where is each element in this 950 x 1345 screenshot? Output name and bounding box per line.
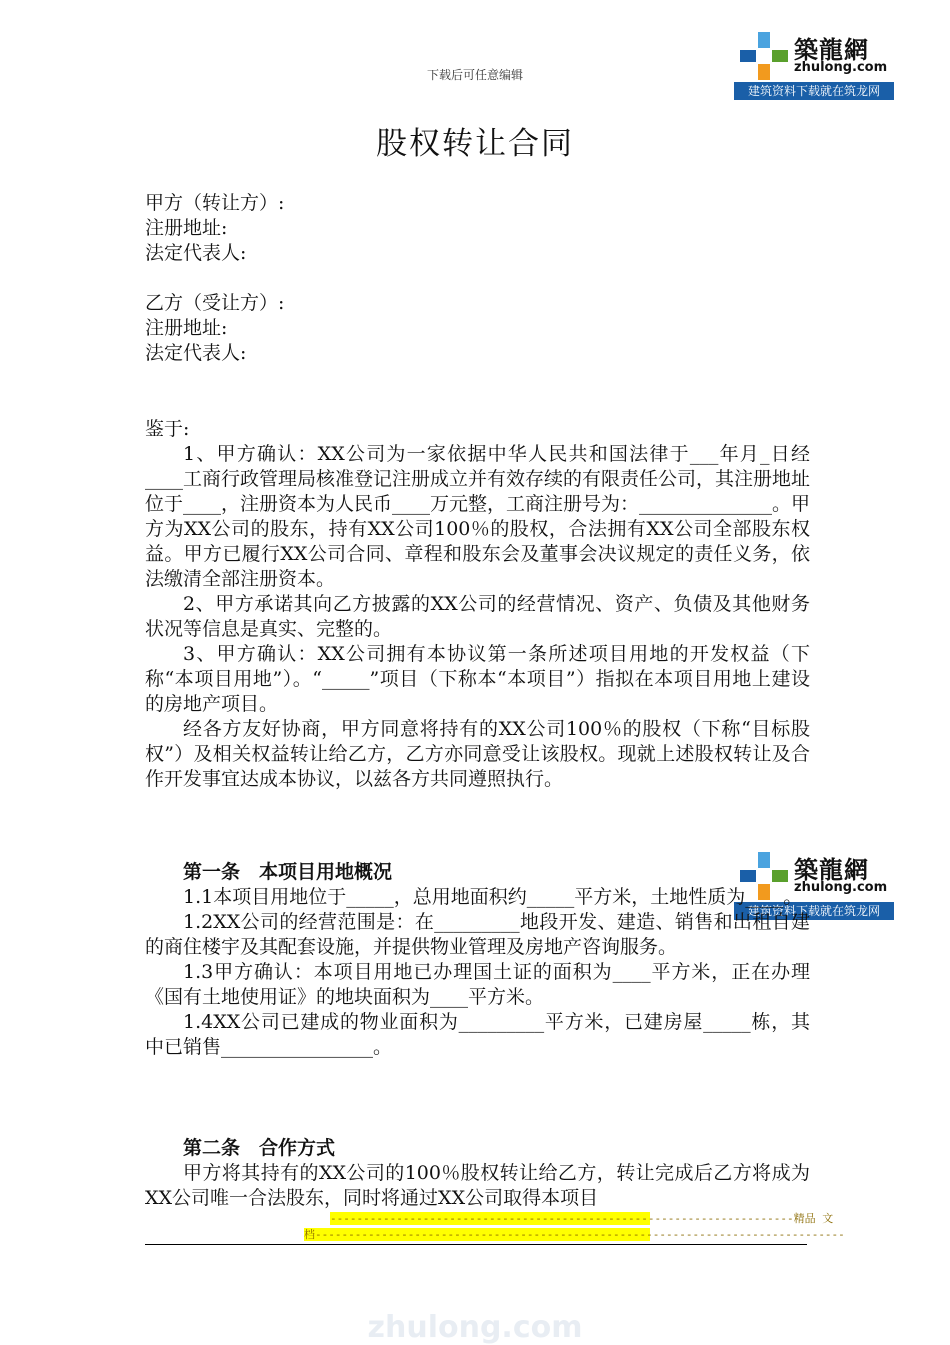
party-b-name: 乙方（受让方）: [145,292,285,314]
whereas-section [145,417,810,792]
article-2-item: 甲方将其持有的XX公司的100％股权转让给乙方，转让完成后乙方将成为XX公司唯一合法股东，同时将通过XX公司取得本项目 [145,1162,810,1209]
article-1 [145,860,810,1060]
party-b-representative: 法定代表人: [145,342,247,364]
footer-line-2: 档-------------------------------------------------------------------------------- [304,1228,845,1241]
whereas-item-3: 3、甲方确认：XX公司拥有本协议第一条所述项目用地的开发权益（下称“本项目用地”）。“_____”项目（下称本“本项目”）指拟在本项目用地上建设的房地产项目。 [145,643,810,715]
logo-pinwheel-icon [738,30,790,82]
party-a-address: 注册地址: [145,217,228,239]
article-1-heading: 第一条 本项目用地概况 [183,861,393,883]
party-a [145,191,810,266]
zhulong-logo [734,26,894,98]
logo-cn-text: 築龍網 [794,856,869,884]
article-1-item: 1.2XX公司的经营范围是：在_________地段开发、建造、销售和出租自建的商住楼宇及其配套设施，并提供物业管理及房地产咨询服务。 [145,911,810,958]
article-2-heading: 第二条 合作方式 [183,1137,336,1159]
whereas-item-1: 1、甲方确认：XX公司为一家依据中华人民共和国法律于___年月_日经____工商行政管理局核准登记注册成立并有效存续的有限责任公司，其注册地址位于____，注册资本为人民币____万元整，工商注册号为：______________。甲方为XX公司的股东，持有XX公司100％的股权，合法拥有XX公司全部股东权益。甲方已履行XX公司合同、章程和股东会及董事会决议规定的责任义务，依法缴清全部注册资本。 [145,443,811,590]
header-note: 下载后可任意编辑 [426,68,523,82]
whereas-item-2: 2、甲方承诺其向乙方披露的XX公司的经营情况、资产、负债及其他财务状况等信息是真实、完整的。 [145,593,810,640]
logo-tagline: 建筑资料下载就在筑龙网 [734,902,894,920]
party-a-representative: 法定代表人: [145,242,247,264]
logo-en-text: zhulong.com [794,60,888,75]
logo-en-text: zhulong.com [794,880,888,895]
logo-cn-text: 築龍網 [794,36,869,64]
article-2 [145,1136,810,1211]
article-1-item: 1.3甲方确认：本项目用地已办理国土证的面积为____平方米，正在办理《国有土地使用证》的地块面积为____平方米。 [145,961,810,1008]
document-title: 股权转让合同 [376,126,574,162]
article-1-item: 1.1本项目用地位于_____，总用地面积约_____平方米，土地性质为____。 [183,886,803,908]
party-a-name: 甲方（转让方）: [145,192,285,214]
footer-line-1: ----------------------------------------------------------------------精品 文 [330,1212,834,1225]
article-1-item: 1.4XX公司已建成的物业面积为_________平方米，已建房屋_____栋，其中已销售________________。 [145,1011,810,1058]
party-b-address: 注册地址: [145,317,228,339]
whereas-label: 鉴于: [145,418,190,440]
watermark: zhulong.com [367,1310,583,1345]
footer-rule [145,1244,807,1245]
whereas-conclusion: 经各方友好协商，甲方同意将持有的XX公司100％的股权（下称“目标股权”）及相关权益转让给乙方，乙方亦同意受让该股权。现就上述股权转让及合作开发事宜达成本协议，以兹各方共同遵照执行。 [145,718,810,790]
logo-tagline: 建筑资料下载就在筑龙网 [734,82,894,100]
party-b [145,291,810,366]
